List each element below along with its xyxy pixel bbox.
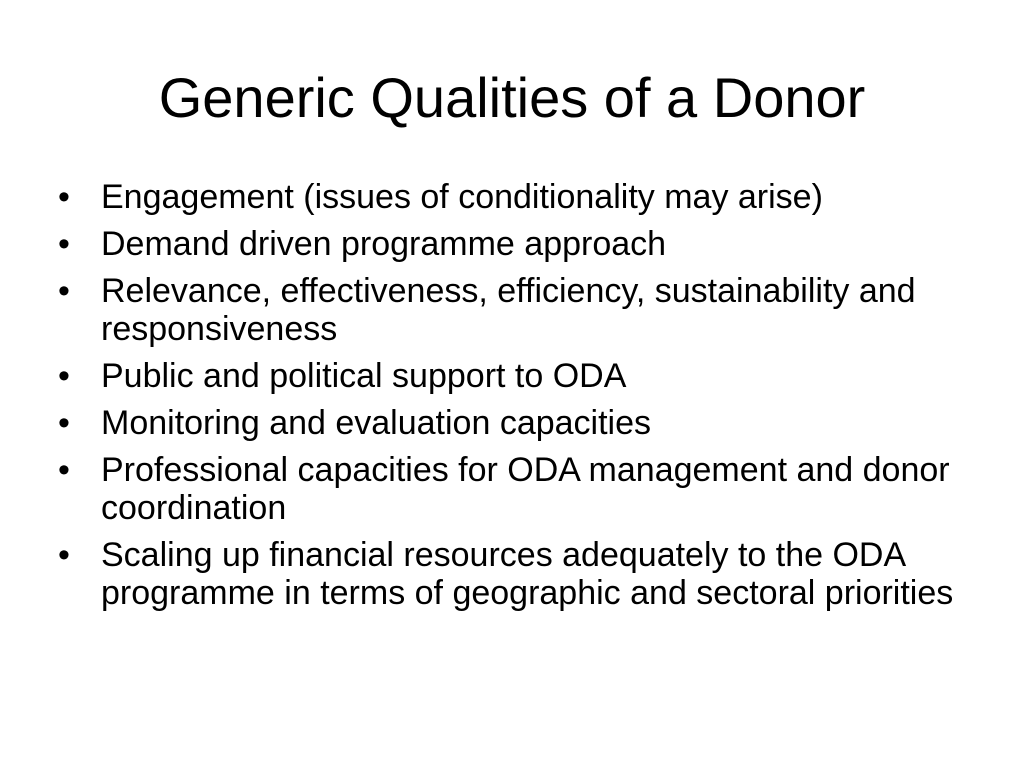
bullet-text: Relevance, effectiveness, efficiency, sustainability and responsiveness	[101, 272, 916, 348]
bullet-text: Public and political support to ODA	[101, 357, 627, 395]
bullet-item	[56, 225, 986, 263]
bullet-text: Monitoring and evaluation capacities	[101, 404, 652, 442]
bullet-item	[56, 357, 986, 395]
bullet-marker: •	[58, 357, 70, 395]
bullet-text: Professional capacities for ODA management and donor coordination	[101, 451, 950, 527]
bullet-list	[56, 178, 986, 621]
bullet-item	[56, 451, 986, 527]
slide-title: Generic Qualities of a Donor	[158, 66, 866, 129]
bullet-marker: •	[58, 272, 70, 310]
bullet-marker: •	[58, 225, 70, 263]
bullet-item	[56, 178, 986, 216]
bullet-text: Scaling up financial resources adequately to the ODA programme in terms of geographic and sectoral priorities	[101, 536, 954, 612]
bullet-marker: •	[58, 536, 70, 574]
bullet-text: Engagement (issues of conditionality may arise)	[101, 178, 823, 216]
bullet-text: Demand driven programme approach	[101, 225, 667, 263]
bullet-item	[56, 536, 986, 612]
bullet-marker: •	[58, 404, 70, 442]
bullet-marker: •	[58, 178, 70, 216]
bullet-item	[56, 272, 986, 348]
bullet-marker: •	[58, 451, 70, 489]
bullet-item	[56, 404, 986, 442]
